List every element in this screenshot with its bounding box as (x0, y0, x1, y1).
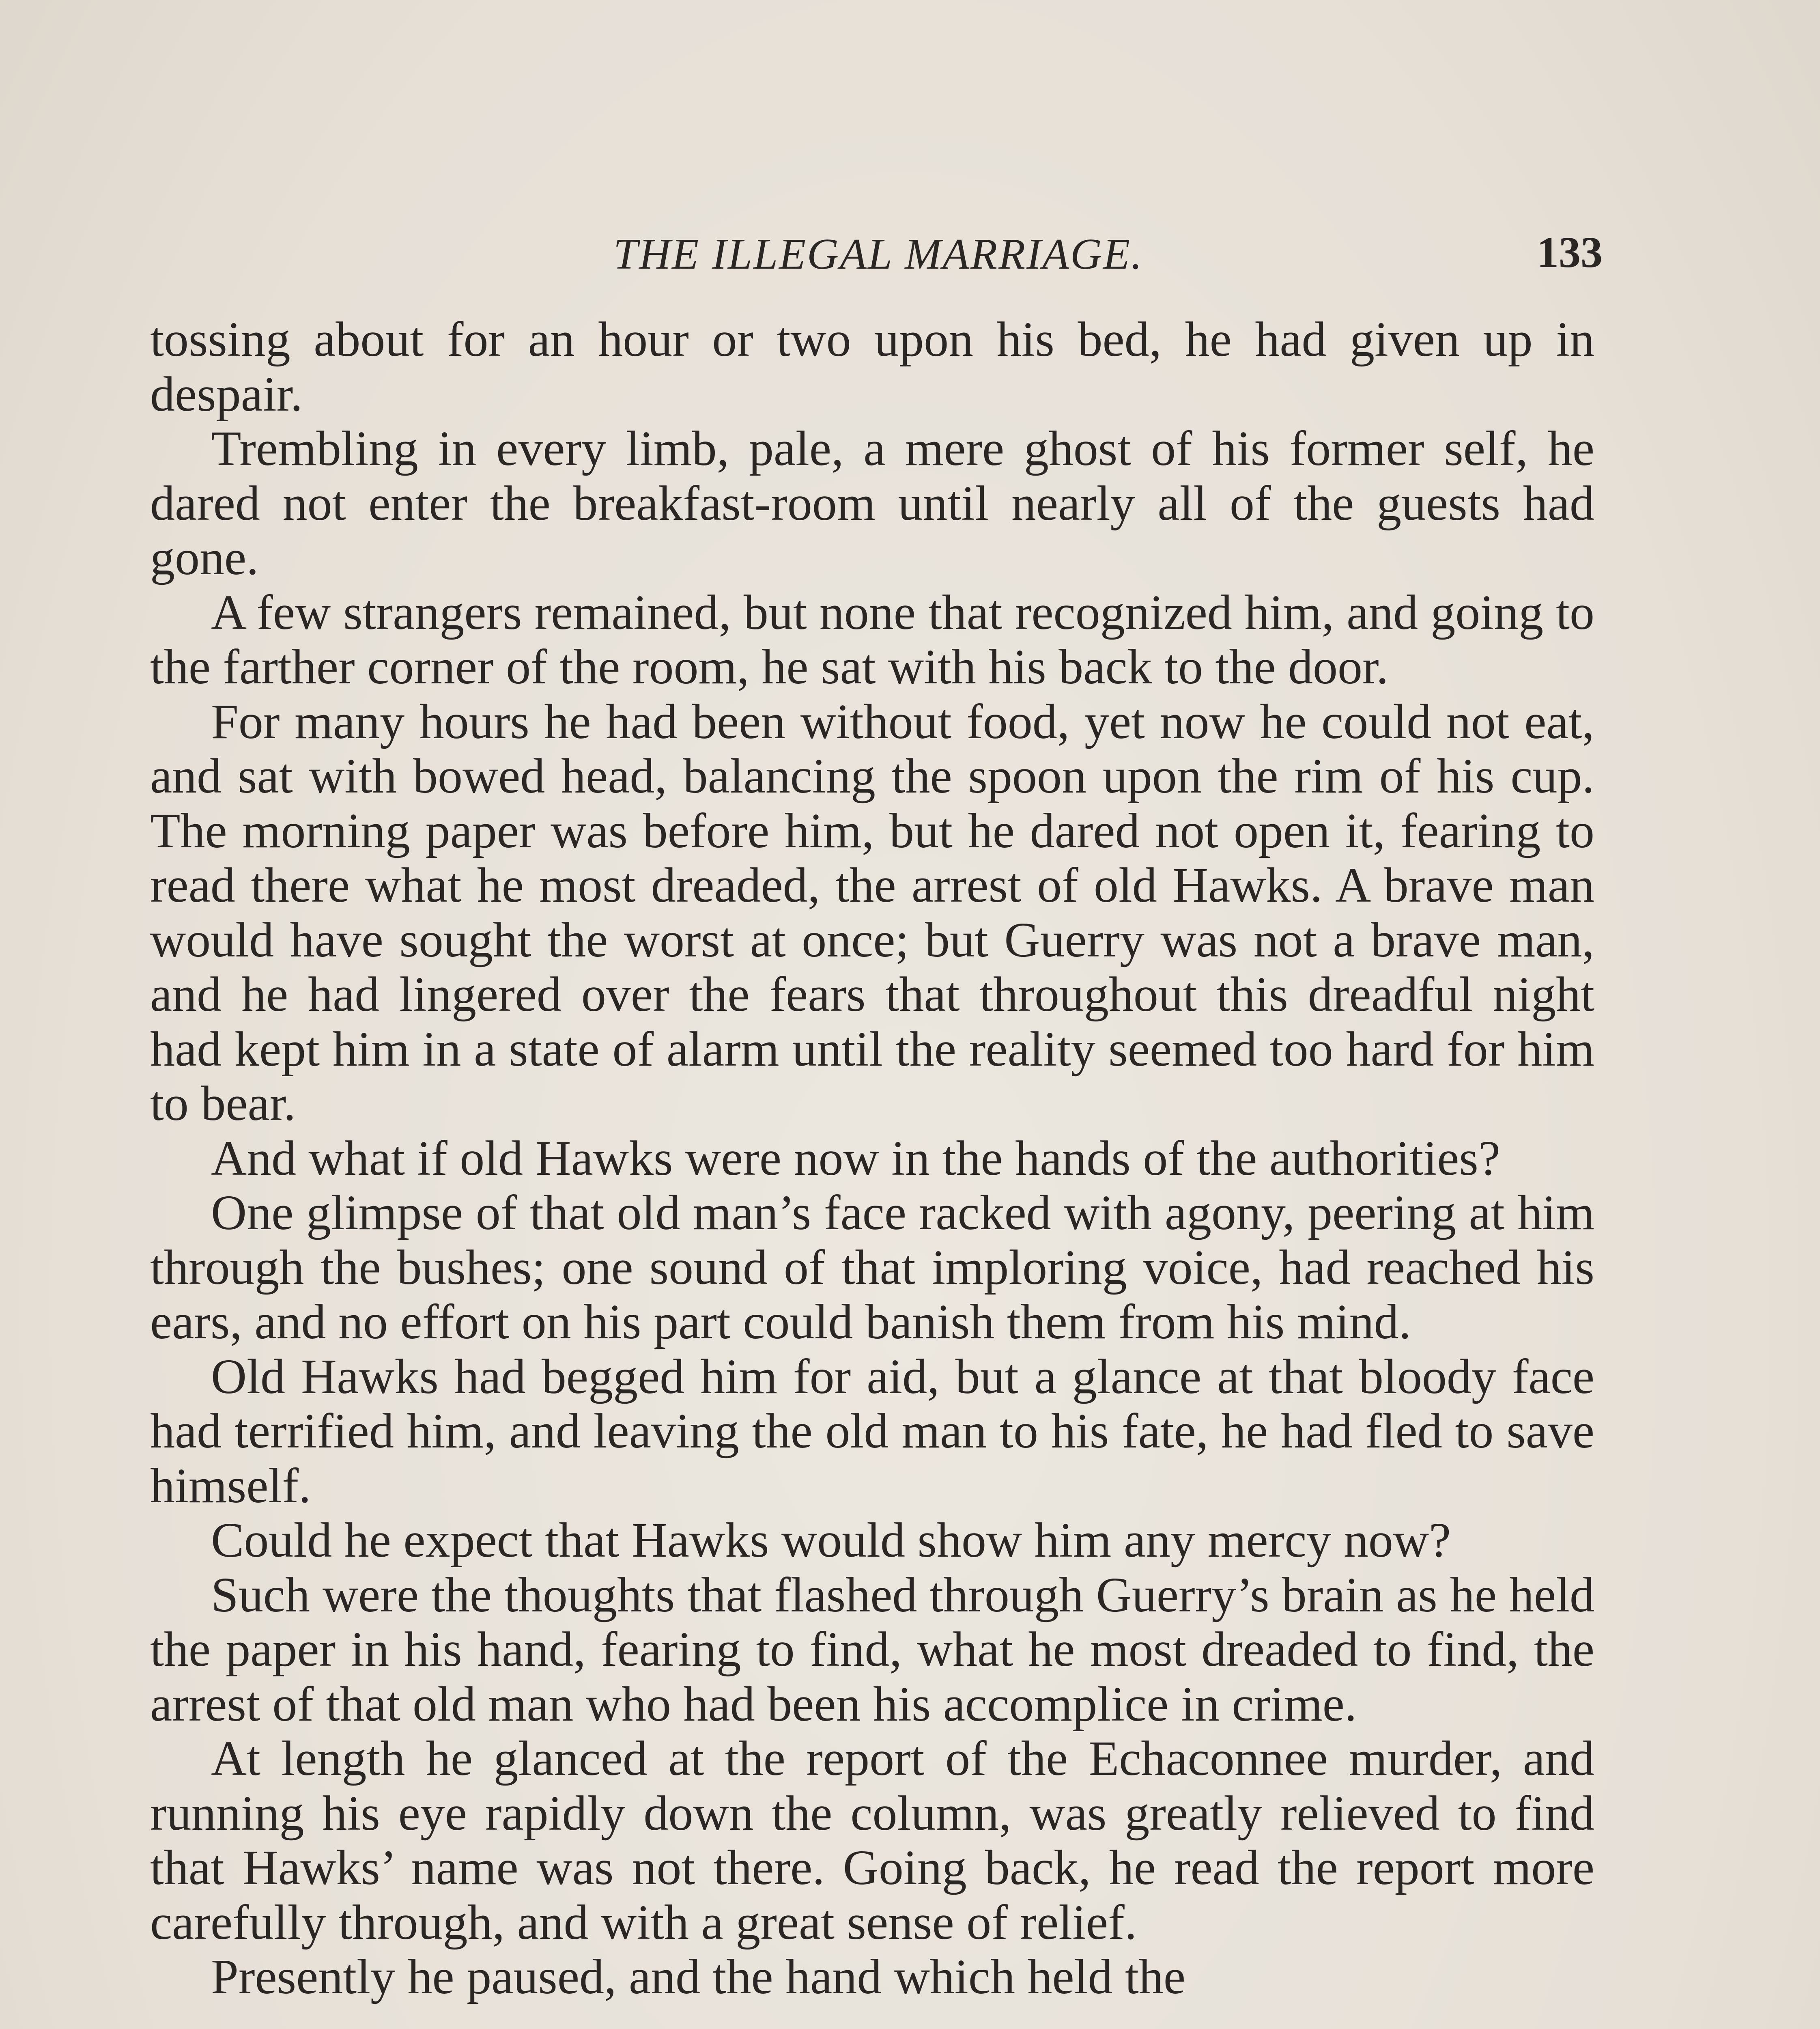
paragraph: Could he expect that Hawks would show him any mercy now? (211, 1513, 1451, 1568)
page-number: 133 (1537, 228, 1603, 277)
body-text (150, 312, 1594, 2005)
paragraph: For many hours he had been without food, yet now he could not eat, and sat with bowed head, balancing the spoon upon the rim of his cup. The morning paper was before him, but he dared not open it, fearing to read there what he most dreaded, the arrest of old Hawks. A brave man would have sought the worst at once; but Guerry was not a brave man, and he had lingered over the fears that throughout this dreadful night had kept him in a state of alarm until the reality seemed too hard for him to bear. (150, 694, 1594, 1131)
paragraph: Trembling in every limb, pale, a mere ghost of his former self, he dared not enter the breakfast-room until nearly all of the guests had gone. (150, 421, 1594, 585)
paragraph: Presently he paused, and the hand which held the (211, 1949, 1186, 2004)
paragraph: At length he glanced at the report of the Echaconnee murder, and running his eye rapidly down the column, was greatly relieved to find that Hawks’ name was not there. Going back, he read the report more carefully through, and with a great sense of relief. (150, 1731, 1594, 1950)
running-title: THE ILLEGAL MARRIAGE. (613, 230, 1143, 278)
paragraph: And what if old Hawks were now in the hands of the authorities? (211, 1131, 1501, 1186)
paragraph: Such were the thoughts that flashed through Guerry’s brain as he held the paper in his hand, fearing to find, what he most dreaded to find, the arrest of that old man who had been his accomplice in crime. (150, 1567, 1594, 1732)
page-header (154, 221, 1603, 286)
paragraph: Old Hawks had begged him for aid, but a glance at that bloody face had terrified him, and leaving the old man to his fate, he had fled to save himself. (150, 1349, 1594, 1513)
paragraph: tossing about for an hour or two upon his bed, he had given up in despair. (150, 312, 1594, 422)
paragraph: A few strangers remained, but none that recognized him, and going to the farther corner of the room, he sat with his back to the door. (150, 585, 1594, 694)
paragraph: One glimpse of that old man’s face racked with agony, peering at him through the bushes; one sound of that imploring voice, had reached his ears, and no effort on his part could banish them from his mind. (150, 1185, 1594, 1349)
